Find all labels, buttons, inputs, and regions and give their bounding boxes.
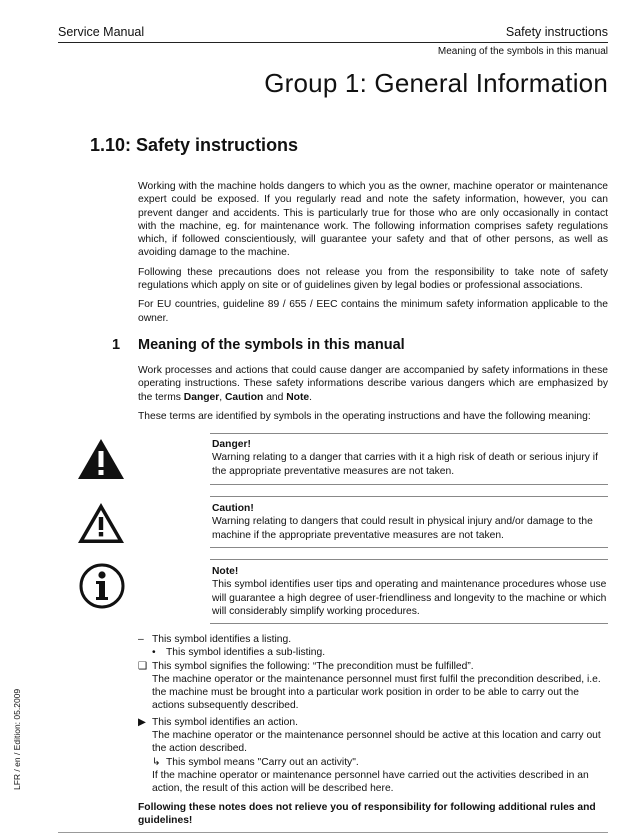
- note-title: Note!: [212, 566, 239, 577]
- symbol-divider: [210, 484, 608, 485]
- result-arrow-icon: ↳: [152, 756, 161, 768]
- symbol-divider: [210, 496, 608, 497]
- header-divider: [58, 42, 608, 43]
- edition-side-label: LFR / en / Edition: 05.2009: [12, 688, 22, 790]
- list-item: • This symbol identifies a sub-listing.: [152, 647, 326, 659]
- checkbox-icon: ❑: [138, 660, 148, 672]
- section-paragraph: Following these precautions does not release you from the responsibility to take note of safety regulations which apply on site or of guidelines given by legal bodies or professional associations.: [138, 266, 608, 292]
- caution-title: Caution!: [212, 503, 254, 514]
- subsection-number: 1: [112, 337, 121, 353]
- symbol-divider: [210, 623, 608, 624]
- section-body: [138, 180, 608, 331]
- subsection-intro-2: These terms are identified by symbols in the operating instructions and have the following meaning:: [138, 410, 591, 422]
- header-subtitle: Meaning of the symbols in this manual: [437, 46, 608, 57]
- header-left-title: Service Manual: [58, 25, 145, 39]
- term-danger: Danger: [183, 391, 220, 403]
- danger-text: Warning relating to a danger that carries with it a high risk of death or serious injury if the appropriate preventative measures are not taken.: [212, 452, 598, 477]
- list-item: ▶ This symbol identifies an action.: [138, 716, 298, 728]
- section-paragraph: Working with the machine holds dangers to which you as the owner, machine operator or maintenance expert could be exposed. If you regularly read and note the safety information, however, you can prevent danger and accidents. This is particularly true for those who are only occasionally in contact with the machine, eg. for maintenance work. The following information comprises safety regulations which, if followed conscientiously, will guarantee your safety and that of other persons, as well as avoiding damage to the machine.: [138, 181, 608, 259]
- dash-marker: –: [138, 634, 144, 645]
- section-title: 1.10: Safety instructions: [90, 135, 299, 155]
- danger-triangle-icon: [76, 437, 126, 481]
- term-note: Note: [286, 391, 310, 403]
- caution-text: Warning relating to dangers that could result in physical injury and/or damage to the machine if the appropriate preventative measures are not taken.: [212, 516, 593, 541]
- subsection-intro: Work processes and actions that could cause danger are accompanied by safety informations in these operating instructions. These safety informations describe various dangers which are emphasized by the terms Danger, Caution and Note.: [138, 365, 608, 403]
- subsection-title: Meaning of the symbols in this manual: [138, 337, 405, 353]
- info-icon: [79, 563, 125, 609]
- danger-title: Danger!: [212, 439, 251, 450]
- group-title: Group 1: General Information: [264, 68, 608, 98]
- bullet-marker: •: [152, 647, 156, 659]
- term-caution: Caution: [225, 391, 264, 403]
- list-item-detail: The machine operator or the maintenance personnel must first fulfil the precondition described, i.e. the machine must be brought into a particular work position in order to be able to carry out the actions subsequently described.: [152, 673, 601, 712]
- subsection-body: [138, 364, 608, 429]
- list-item: ❑ This symbol signifies the following: “The precondition must be fulfilled”.: [138, 660, 474, 672]
- caution-triangle-icon: [76, 501, 126, 545]
- header-right-title: Safety instructions: [505, 25, 608, 39]
- section-paragraph: For EU countries, guideline 89 / 655 / EEC contains the minimum safety information applicable to the owner.: [138, 299, 608, 324]
- symbol-divider: [210, 559, 608, 560]
- note-block: [212, 565, 608, 618]
- symbol-listing: [138, 633, 608, 827]
- list-item-detail: If the machine operator or maintenance personnel have carried out the activities described in an action, the result of this action will be described here.: [152, 769, 589, 795]
- note-text: This symbol identifies user tips and operating and maintenance procedures whose use will guarantee a high degree of user-friendliness and longevity to the machine or which will considerably simplify working procedures.: [212, 579, 607, 617]
- danger-block: [212, 438, 608, 478]
- footer-divider: [58, 832, 608, 833]
- list-item: – This symbol identifies a listing.: [138, 634, 292, 645]
- symbol-divider: [210, 547, 608, 548]
- list-item-detail: The machine operator or the maintenance personnel should be active at this location and carry out the action described.: [152, 730, 601, 755]
- caution-block: [212, 502, 608, 542]
- arrow-right-icon: ▶: [138, 716, 146, 728]
- symbol-divider: [210, 433, 608, 434]
- list-item: ↳ This symbol means "Carry out an activity".: [152, 756, 359, 768]
- final-note: Following these notes does not relieve you of responsibility for following additional rules and guidelines!: [138, 801, 596, 826]
